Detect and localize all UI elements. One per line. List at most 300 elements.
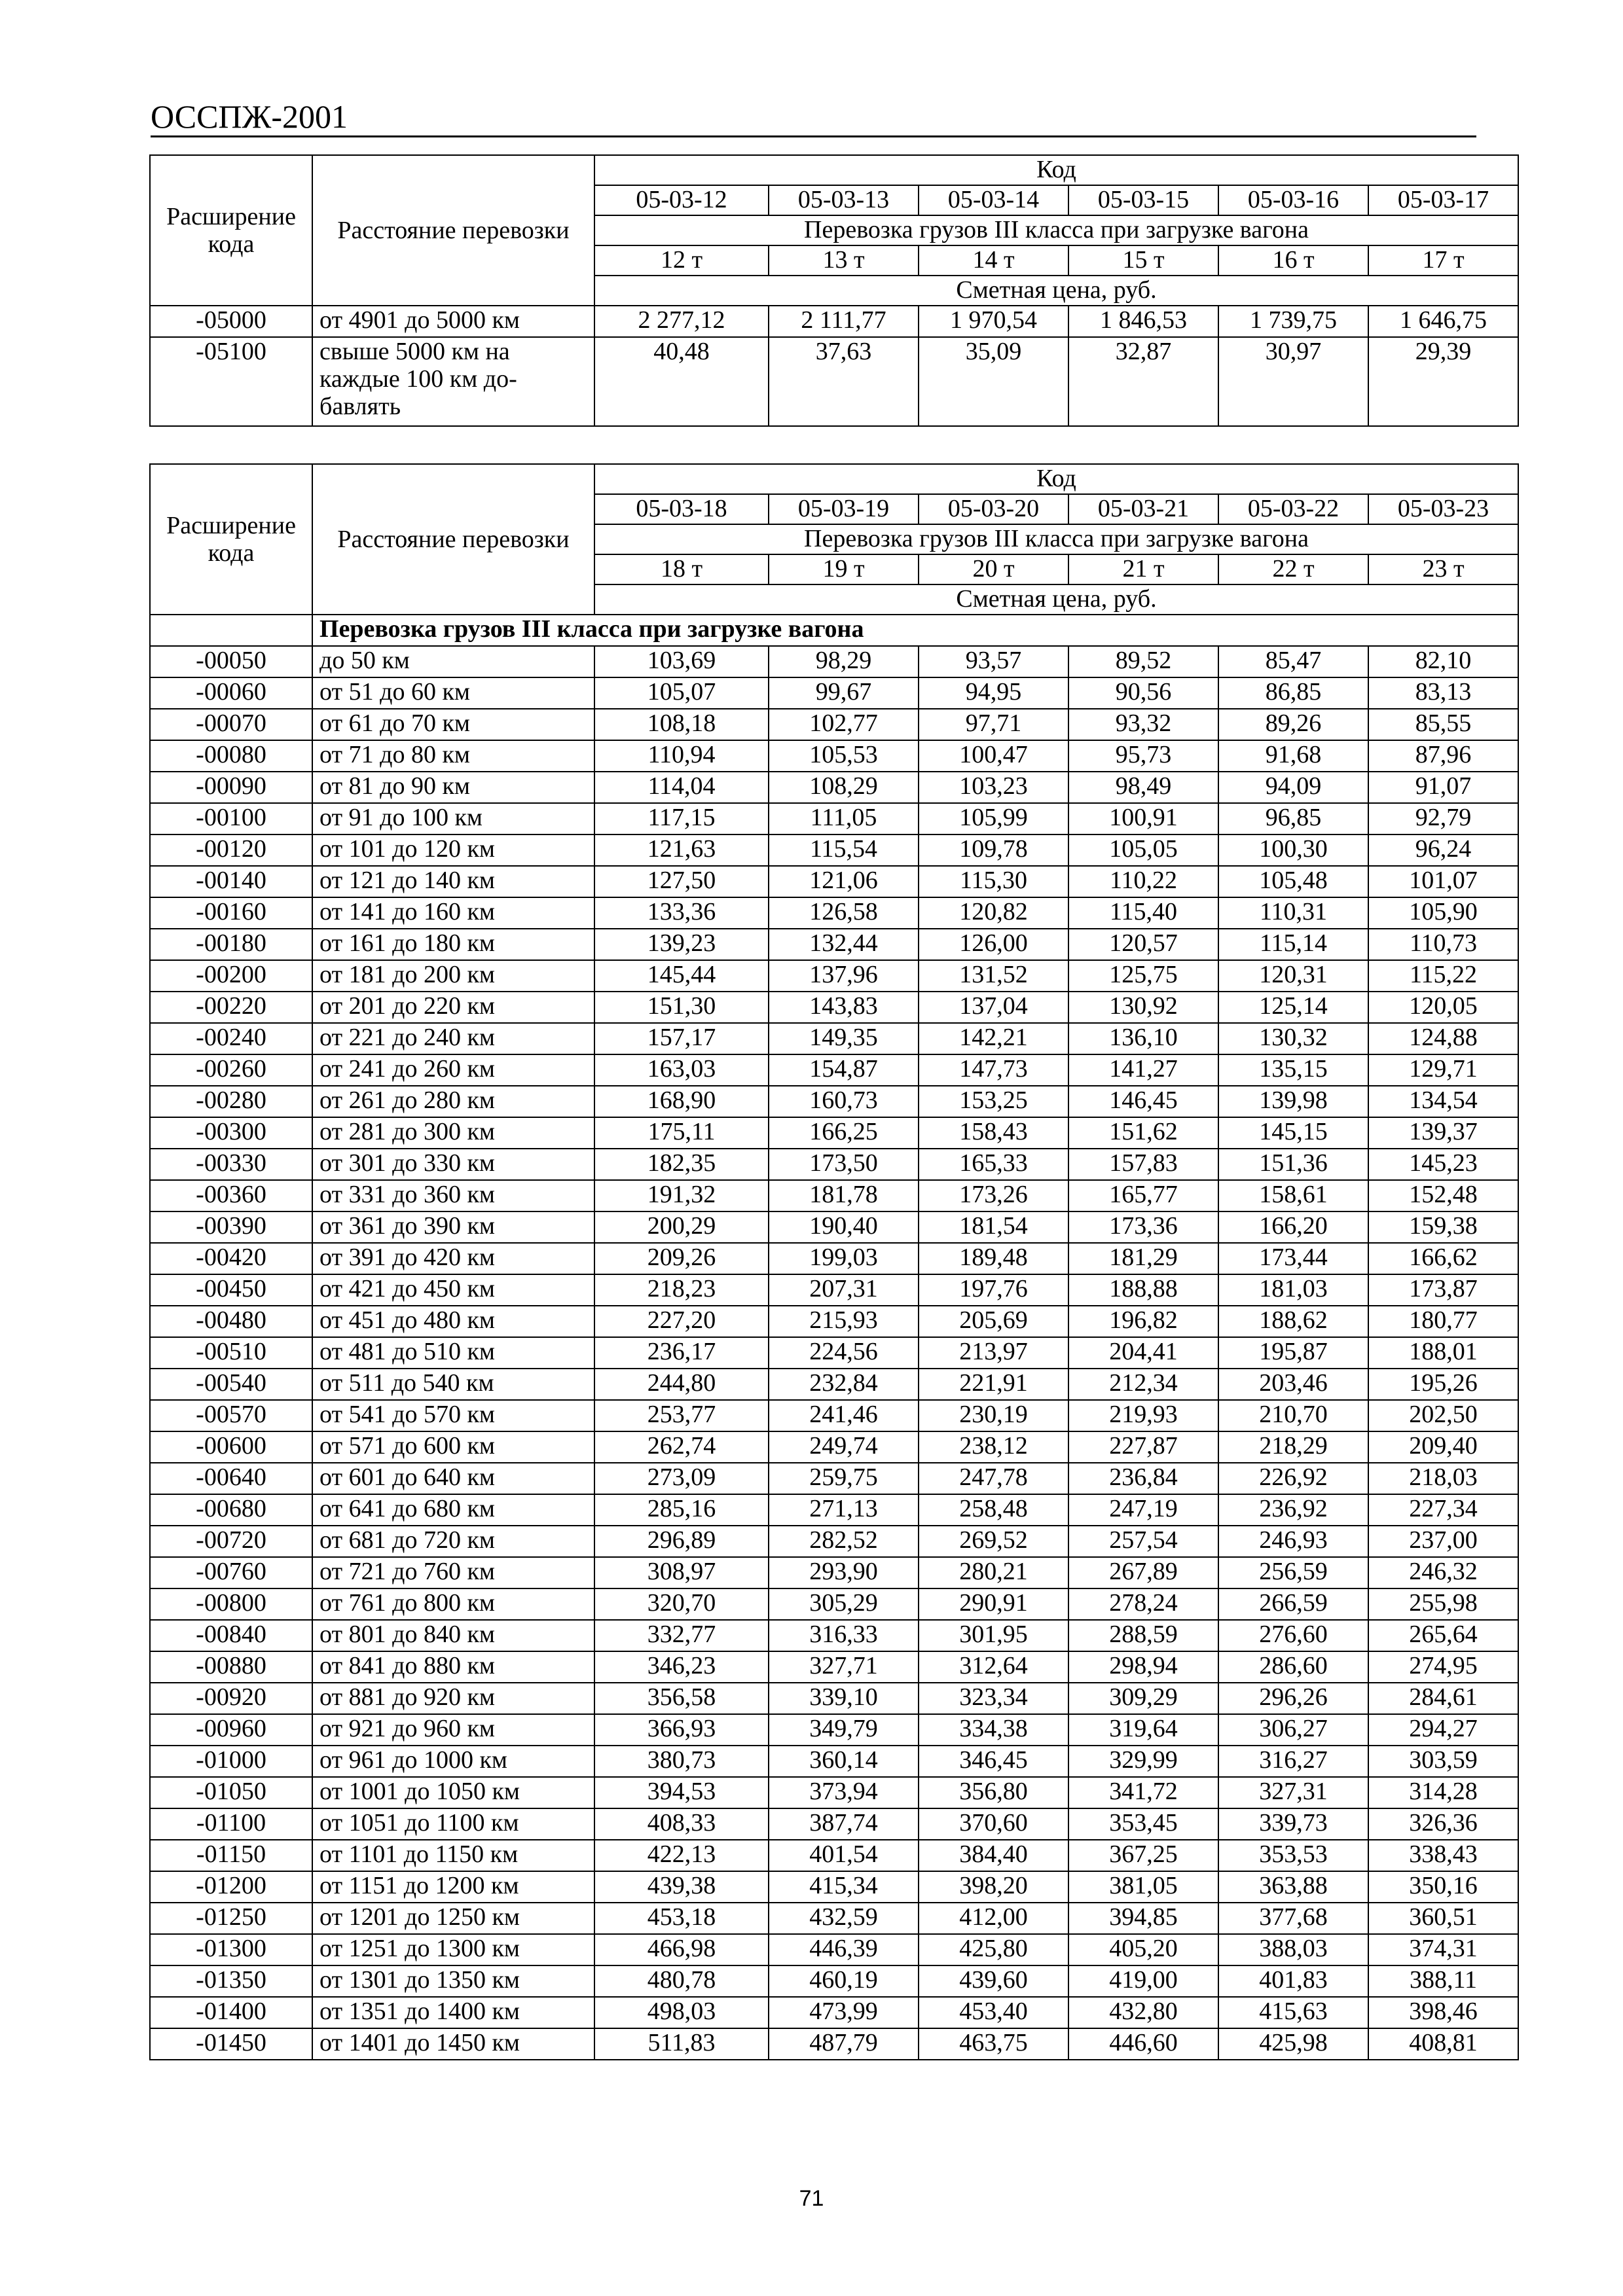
row-price: 296,26 [1218, 1683, 1368, 1714]
row-price: 346,45 [919, 1746, 1068, 1777]
row-price: 105,90 [1368, 897, 1518, 929]
row-price: 262,74 [594, 1431, 769, 1463]
table-row [150, 1934, 1518, 1965]
row-price: 181,03 [1218, 1274, 1368, 1306]
tonnage-header: 15 т [1068, 245, 1218, 276]
row-price: 94,09 [1218, 772, 1368, 803]
row-distance: от 161 до 180 км [312, 929, 594, 960]
row-price: 110,22 [1068, 866, 1218, 897]
row-price: 219,93 [1068, 1400, 1218, 1431]
header-kod: Код [594, 155, 1518, 185]
row-price: 173,44 [1218, 1243, 1368, 1274]
row-price: 236,84 [1068, 1463, 1218, 1494]
row-price: 132,44 [769, 929, 919, 960]
row-distance: от 761 до 800 км [312, 1588, 594, 1620]
row-price: 339,73 [1218, 1808, 1368, 1840]
table-row [150, 834, 1518, 866]
tonnage-header: 19 т [769, 554, 919, 584]
row-price: 188,88 [1068, 1274, 1218, 1306]
row-distance: от 1351 до 1400 км [312, 1997, 594, 2028]
table-row [150, 1337, 1518, 1369]
header-rule [151, 135, 1476, 137]
row-ext-code: -00360 [150, 1180, 312, 1211]
row-price: 374,31 [1368, 1934, 1518, 1965]
row-ext-code: -00570 [150, 1400, 312, 1431]
row-price: 96,24 [1368, 834, 1518, 866]
table-row [150, 866, 1518, 897]
row-price: 115,14 [1218, 929, 1368, 960]
row-price: 282,52 [769, 1526, 919, 1557]
row-price: 94,95 [919, 677, 1068, 709]
row-price: 89,52 [1068, 646, 1218, 677]
row-distance: от 681 до 720 км [312, 1526, 594, 1557]
row-price: 360,51 [1368, 1903, 1518, 1934]
row-ext-code: -01300 [150, 1934, 312, 1965]
row-price: 146,45 [1068, 1086, 1218, 1117]
row-price: 40,48 [594, 337, 769, 426]
row-price: 182,35 [594, 1149, 769, 1180]
row-distance: от 81 до 90 км [312, 772, 594, 803]
header-distance: Расстояние перевозки [312, 464, 594, 615]
row-price: 215,93 [769, 1306, 919, 1337]
table-row [150, 1054, 1518, 1086]
row-price: 188,01 [1368, 1337, 1518, 1369]
row-price: 460,19 [769, 1965, 919, 1997]
row-price: 32,87 [1068, 337, 1218, 426]
row-price: 93,32 [1068, 709, 1218, 740]
row-price: 125,75 [1068, 960, 1218, 992]
row-price: 103,23 [919, 772, 1068, 803]
table-row [150, 1683, 1518, 1714]
row-ext-code: -00540 [150, 1369, 312, 1400]
row-price: 210,70 [1218, 1400, 1368, 1431]
row-price: 309,29 [1068, 1683, 1218, 1714]
row-price: 480,78 [594, 1965, 769, 1997]
row-price: 141,27 [1068, 1054, 1218, 1086]
row-price: 121,06 [769, 866, 919, 897]
row-price: 1 646,75 [1368, 306, 1518, 337]
row-price: 120,05 [1368, 992, 1518, 1023]
table-row [150, 1243, 1518, 1274]
row-ext-code: -01100 [150, 1808, 312, 1840]
row-price: 95,73 [1068, 740, 1218, 772]
row-ext-code: -00800 [150, 1588, 312, 1620]
row-distance: от 641 до 680 км [312, 1494, 594, 1526]
row-ext-code: -00120 [150, 834, 312, 866]
row-price: 90,56 [1068, 677, 1218, 709]
row-price: 329,99 [1068, 1746, 1218, 1777]
row-price: 165,77 [1068, 1180, 1218, 1211]
row-ext-code: -00280 [150, 1086, 312, 1117]
row-ext-code: -00510 [150, 1337, 312, 1369]
row-price: 463,75 [919, 2028, 1068, 2060]
row-price: 290,91 [919, 1588, 1068, 1620]
row-price: 257,54 [1068, 1526, 1218, 1557]
row-price: 126,58 [769, 897, 919, 929]
row-price: 158,61 [1218, 1180, 1368, 1211]
row-price: 327,71 [769, 1651, 919, 1683]
row-ext-code: -00080 [150, 740, 312, 772]
row-price: 246,32 [1368, 1557, 1518, 1588]
row-price: 316,33 [769, 1620, 919, 1651]
row-price: 145,15 [1218, 1117, 1368, 1149]
code-header: 05-03-18 [594, 494, 769, 524]
table-row [150, 1211, 1518, 1243]
header-cargo-class: Перевозка грузов III класса при загрузке вагона [594, 524, 1518, 554]
row-price: 380,73 [594, 1746, 769, 1777]
row-price: 137,96 [769, 960, 919, 992]
tonnage-header: 21 т [1068, 554, 1218, 584]
row-distance: от 241 до 260 км [312, 1054, 594, 1086]
row-price: 160,73 [769, 1086, 919, 1117]
row-ext-code: -05100 [150, 337, 312, 426]
row-distance: от 91 до 100 км [312, 803, 594, 834]
row-price: 398,20 [919, 1871, 1068, 1903]
table-row [150, 1903, 1518, 1934]
row-ext-code: -00300 [150, 1117, 312, 1149]
row-price: 286,60 [1218, 1651, 1368, 1683]
row-price: 145,23 [1368, 1149, 1518, 1180]
row-ext-code: -05000 [150, 306, 312, 337]
row-price: 276,60 [1218, 1620, 1368, 1651]
row-price: 105,07 [594, 677, 769, 709]
row-price: 203,46 [1218, 1369, 1368, 1400]
row-price: 102,77 [769, 709, 919, 740]
row-price: 232,84 [769, 1369, 919, 1400]
row-price: 151,36 [1218, 1149, 1368, 1180]
row-price: 294,27 [1368, 1714, 1518, 1746]
row-price: 388,11 [1368, 1965, 1518, 1997]
row-price: 115,30 [919, 866, 1068, 897]
row-price: 120,57 [1068, 929, 1218, 960]
row-price: 312,64 [919, 1651, 1068, 1683]
row-distance: от 121 до 140 км [312, 866, 594, 897]
row-price: 151,30 [594, 992, 769, 1023]
code-header: 05-03-14 [919, 185, 1068, 215]
row-price: 37,63 [769, 337, 919, 426]
code-header: 05-03-21 [1068, 494, 1218, 524]
table-row [150, 1494, 1518, 1526]
row-price: 87,96 [1368, 740, 1518, 772]
row-price: 85,55 [1368, 709, 1518, 740]
table-row [150, 1023, 1518, 1054]
table-row [150, 1651, 1518, 1683]
row-price: 244,80 [594, 1369, 769, 1400]
row-price: 498,03 [594, 1997, 769, 2028]
row-price: 147,73 [919, 1054, 1068, 1086]
code-header: 05-03-12 [594, 185, 769, 215]
row-price: 100,47 [919, 740, 1068, 772]
row-price: 202,50 [1368, 1400, 1518, 1431]
row-price: 207,31 [769, 1274, 919, 1306]
row-ext-code: -00160 [150, 897, 312, 929]
table-row [150, 929, 1518, 960]
row-price: 381,05 [1068, 1871, 1218, 1903]
row-distance: от 541 до 570 км [312, 1400, 594, 1431]
row-distance: от 481 до 510 км [312, 1337, 594, 1369]
row-price: 110,73 [1368, 929, 1518, 960]
row-price: 188,62 [1218, 1306, 1368, 1337]
code-header: 05-03-20 [919, 494, 1068, 524]
row-price: 100,30 [1218, 834, 1368, 866]
row-price: 101,07 [1368, 866, 1518, 897]
row-price: 377,68 [1218, 1903, 1368, 1934]
row-ext-code: -01200 [150, 1871, 312, 1903]
row-ext-code: -00140 [150, 866, 312, 897]
tonnage-header: 16 т [1218, 245, 1368, 276]
table-row [150, 709, 1518, 740]
row-price: 1 739,75 [1218, 306, 1368, 337]
row-price: 166,20 [1218, 1211, 1368, 1243]
row-price: 191,32 [594, 1180, 769, 1211]
row-distance: от 1251 до 1300 км [312, 1934, 594, 1965]
row-price: 285,16 [594, 1494, 769, 1526]
row-price: 284,61 [1368, 1683, 1518, 1714]
row-price: 425,80 [919, 1934, 1068, 1965]
table-row [150, 1086, 1518, 1117]
table-row [150, 1808, 1518, 1840]
row-distance: от 221 до 240 км [312, 1023, 594, 1054]
row-distance: от 1151 до 1200 км [312, 1871, 594, 1903]
row-ext-code: -00880 [150, 1651, 312, 1683]
row-price: 353,53 [1218, 1840, 1368, 1871]
row-price: 301,95 [919, 1620, 1068, 1651]
row-price: 303,59 [1368, 1746, 1518, 1777]
row-price: 173,26 [919, 1180, 1068, 1211]
row-distance: от 961 до 1000 км [312, 1746, 594, 1777]
row-ext-code: -00050 [150, 646, 312, 677]
row-distance: от 1201 до 1250 км [312, 1903, 594, 1934]
row-price: 487,79 [769, 2028, 919, 2060]
row-price: 432,59 [769, 1903, 919, 1934]
row-price: 384,40 [919, 1840, 1068, 1871]
row-price: 173,87 [1368, 1274, 1518, 1306]
code-header: 05-03-23 [1368, 494, 1518, 524]
row-price: 367,25 [1068, 1840, 1218, 1871]
row-price: 249,74 [769, 1431, 919, 1463]
row-price: 308,97 [594, 1557, 769, 1588]
row-price: 213,97 [919, 1337, 1068, 1369]
section-empty-cell [150, 615, 312, 646]
code-header: 05-03-13 [769, 185, 919, 215]
row-price: 133,36 [594, 897, 769, 929]
row-ext-code: -00640 [150, 1463, 312, 1494]
row-price: 473,99 [769, 1997, 919, 2028]
row-ext-code: -00760 [150, 1557, 312, 1588]
row-price: 100,91 [1068, 803, 1218, 834]
row-price: 175,11 [594, 1117, 769, 1149]
code-header: 05-03-19 [769, 494, 919, 524]
row-distance: от 51 до 60 км [312, 677, 594, 709]
row-price: 293,90 [769, 1557, 919, 1588]
row-price: 159,38 [1368, 1211, 1518, 1243]
row-ext-code: -00240 [150, 1023, 312, 1054]
tonnage-header: 13 т [769, 245, 919, 276]
row-price: 103,69 [594, 646, 769, 677]
row-price: 258,48 [919, 1494, 1068, 1526]
row-price: 326,36 [1368, 1808, 1518, 1840]
row-distance: от 261 до 280 км [312, 1086, 594, 1117]
header-price: Сметная цена, руб. [594, 584, 1518, 615]
row-price: 350,16 [1368, 1871, 1518, 1903]
row-distance: от 451 до 480 км [312, 1306, 594, 1337]
row-price: 151,62 [1068, 1117, 1218, 1149]
row-price: 373,94 [769, 1777, 919, 1808]
row-price: 1 846,53 [1068, 306, 1218, 337]
row-distance: от 881 до 920 км [312, 1683, 594, 1714]
row-price: 131,52 [919, 960, 1068, 992]
row-distance: от 801 до 840 км [312, 1620, 594, 1651]
row-price: 278,24 [1068, 1588, 1218, 1620]
price-table-1 [149, 154, 1519, 427]
tonnage-header: 22 т [1218, 554, 1368, 584]
row-price: 253,77 [594, 1400, 769, 1431]
row-price: 143,83 [769, 992, 919, 1023]
row-ext-code: -00090 [150, 772, 312, 803]
row-price: 387,74 [769, 1808, 919, 1840]
row-distance: от 391 до 420 км [312, 1243, 594, 1274]
price-table-2 [149, 463, 1519, 2060]
row-price: 353,45 [1068, 1808, 1218, 1840]
row-price: 97,71 [919, 709, 1068, 740]
table-row [150, 2028, 1518, 2060]
tonnage-header: 18 т [594, 554, 769, 584]
row-distance: от 1401 до 1450 км [312, 2028, 594, 2060]
row-price: 168,90 [594, 1086, 769, 1117]
row-price: 105,99 [919, 803, 1068, 834]
page-number: 71 [799, 2186, 824, 2211]
tonnage-header: 14 т [919, 245, 1068, 276]
row-ext-code: -01450 [150, 2028, 312, 2060]
row-price: 412,00 [919, 1903, 1068, 1934]
row-price: 127,50 [594, 866, 769, 897]
row-price: 115,54 [769, 834, 919, 866]
row-price: 139,98 [1218, 1086, 1368, 1117]
row-price: 306,27 [1218, 1714, 1368, 1746]
row-price: 129,71 [1368, 1054, 1518, 1086]
row-price: 92,79 [1368, 803, 1518, 834]
table-row [150, 1463, 1518, 1494]
table-row [150, 306, 1518, 337]
row-distance: от 1001 до 1050 км [312, 1777, 594, 1808]
code-header: 05-03-17 [1368, 185, 1518, 215]
row-price: 166,62 [1368, 1243, 1518, 1274]
table-row [150, 992, 1518, 1023]
table-row [150, 1997, 1518, 2028]
row-price: 105,05 [1068, 834, 1218, 866]
row-price: 446,39 [769, 1934, 919, 1965]
row-price: 209,40 [1368, 1431, 1518, 1463]
row-distance: от 921 до 960 км [312, 1714, 594, 1746]
row-distance: от 421 до 450 км [312, 1274, 594, 1306]
row-distance: от 571 до 600 км [312, 1431, 594, 1463]
row-price: 323,34 [919, 1683, 1068, 1714]
code-header: 05-03-16 [1218, 185, 1368, 215]
row-price: 108,29 [769, 772, 919, 803]
table-row [150, 1526, 1518, 1557]
table-row [150, 1557, 1518, 1588]
row-price: 267,89 [1068, 1557, 1218, 1588]
table-row [150, 1965, 1518, 1997]
row-distance: от 331 до 360 км [312, 1180, 594, 1211]
row-price: 91,07 [1368, 772, 1518, 803]
row-price: 415,63 [1218, 1997, 1368, 2028]
row-price: 29,39 [1368, 337, 1518, 426]
row-price: 341,72 [1068, 1777, 1218, 1808]
row-price: 209,26 [594, 1243, 769, 1274]
row-price: 96,85 [1218, 803, 1368, 834]
row-price: 453,40 [919, 1997, 1068, 2028]
tonnage-header: 12 т [594, 245, 769, 276]
row-ext-code: -00480 [150, 1306, 312, 1337]
table-row [150, 1149, 1518, 1180]
row-price: 195,87 [1218, 1337, 1368, 1369]
row-price: 115,22 [1368, 960, 1518, 992]
tonnage-header: 23 т [1368, 554, 1518, 584]
row-price: 255,98 [1368, 1588, 1518, 1620]
row-ext-code: -00450 [150, 1274, 312, 1306]
row-price: 1 970,54 [919, 306, 1068, 337]
row-distance: от 601 до 640 км [312, 1463, 594, 1494]
row-price: 238,12 [919, 1431, 1068, 1463]
row-price: 349,79 [769, 1714, 919, 1746]
row-price: 2 277,12 [594, 306, 769, 337]
row-price: 149,35 [769, 1023, 919, 1054]
row-price: 165,33 [919, 1149, 1068, 1180]
row-price: 35,09 [919, 337, 1068, 426]
row-price: 218,03 [1368, 1463, 1518, 1494]
row-ext-code: -00260 [150, 1054, 312, 1086]
row-price: 105,53 [769, 740, 919, 772]
table-row [150, 1871, 1518, 1903]
table-row [150, 1620, 1518, 1651]
row-ext-code: -01350 [150, 1965, 312, 1997]
row-price: 425,98 [1218, 2028, 1368, 2060]
row-price: 153,25 [919, 1086, 1068, 1117]
row-price: 82,10 [1368, 646, 1518, 677]
row-price: 236,92 [1218, 1494, 1368, 1526]
row-price: 401,54 [769, 1840, 919, 1871]
table-row [150, 1400, 1518, 1431]
row-price: 135,15 [1218, 1054, 1368, 1086]
row-price: 212,34 [1068, 1369, 1218, 1400]
row-price: 274,95 [1368, 1651, 1518, 1683]
row-ext-code: -00680 [150, 1494, 312, 1526]
row-ext-code: -01250 [150, 1903, 312, 1934]
row-price: 241,46 [769, 1400, 919, 1431]
row-price: 189,48 [919, 1243, 1068, 1274]
row-price: 114,04 [594, 772, 769, 803]
row-price: 388,03 [1218, 1934, 1368, 1965]
table-row [150, 897, 1518, 929]
row-price: 366,93 [594, 1714, 769, 1746]
row-price: 195,26 [1368, 1369, 1518, 1400]
row-price: 314,28 [1368, 1777, 1518, 1808]
row-price: 199,03 [769, 1243, 919, 1274]
row-price: 136,10 [1068, 1023, 1218, 1054]
row-distance: от 1301 до 1350 км [312, 1965, 594, 1997]
row-price: 93,57 [919, 646, 1068, 677]
row-distance: от 4901 до 5000 км [312, 306, 594, 337]
row-price: 157,83 [1068, 1149, 1218, 1180]
row-distance: от 511 до 540 км [312, 1369, 594, 1400]
row-price: 327,31 [1218, 1777, 1368, 1808]
row-price: 117,15 [594, 803, 769, 834]
row-ext-code: -01400 [150, 1997, 312, 2028]
row-price: 196,82 [1068, 1306, 1218, 1337]
row-ext-code: -00420 [150, 1243, 312, 1274]
row-price: 394,53 [594, 1777, 769, 1808]
